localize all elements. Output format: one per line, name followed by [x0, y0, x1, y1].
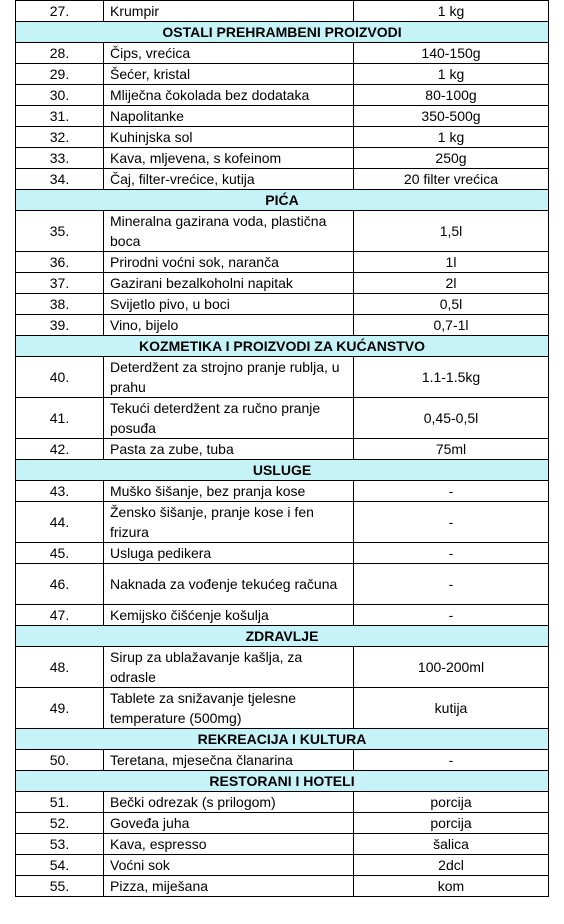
item-quantity: - — [354, 605, 549, 626]
item-quantity: 100-200ml — [354, 647, 549, 688]
item-name: Žensko šišanje, pranje kose i fen frizura — [104, 502, 354, 543]
table-row — [16, 211, 549, 252]
item-quantity: kutija — [354, 688, 549, 729]
table-row — [16, 502, 549, 543]
section-title: REKREACIJA I KULTURA — [16, 729, 549, 750]
item-number: 38. — [16, 294, 104, 315]
item-number: 40. — [16, 357, 104, 398]
item-quantity: 0,5l — [354, 294, 549, 315]
table-row — [16, 688, 549, 729]
table-row — [16, 43, 549, 64]
item-name: Kemijsko čišćenje košulja — [104, 605, 354, 626]
item-quantity: šalica — [354, 834, 549, 855]
table-row — [16, 750, 549, 771]
section-header-row — [16, 336, 549, 357]
table-row — [16, 481, 549, 502]
table-row — [16, 792, 549, 813]
table-row — [16, 127, 549, 148]
item-quantity: - — [354, 564, 549, 605]
item-number: 45. — [16, 543, 104, 564]
item-quantity: 1l — [354, 252, 549, 273]
item-name: Mliječna čokolada bez dodataka — [104, 85, 354, 106]
item-number: 39. — [16, 315, 104, 336]
table-row — [16, 813, 549, 834]
item-number: 50. — [16, 750, 104, 771]
table-row — [16, 273, 549, 294]
price-list-sheet — [15, 0, 548, 897]
item-name: Šećer, kristal — [104, 64, 354, 85]
item-quantity: 1 kg — [354, 127, 549, 148]
section-title: KOZMETIKA I PROIZVODI ZA KUĆANSTVO — [16, 336, 549, 357]
section-title: OSTALI PREHRAMBENI PROIZVODI — [16, 22, 549, 43]
item-number: 41. — [16, 398, 104, 439]
table-row — [16, 64, 549, 85]
item-quantity: 75ml — [354, 439, 549, 460]
item-quantity: porcija — [354, 792, 549, 813]
table-body — [16, 1, 549, 897]
item-quantity: 1.1-1.5kg — [354, 357, 549, 398]
item-name: Čaj, filter-vrećice, kutija — [104, 169, 354, 190]
section-title: USLUGE — [16, 460, 549, 481]
item-name: Teretana, mjesečna članarina — [104, 750, 354, 771]
item-name: Mineralna gazirana voda, plastična boca — [104, 211, 354, 252]
item-name: Naknada za vođenje tekućeg računa — [104, 564, 354, 605]
item-number: 27. — [16, 1, 104, 22]
item-quantity: 2dcl — [354, 855, 549, 876]
item-name: Usluga pedikera — [104, 543, 354, 564]
table-row — [16, 855, 549, 876]
item-number: 51. — [16, 792, 104, 813]
table-row — [16, 148, 549, 169]
item-name: Goveđa juha — [104, 813, 354, 834]
section-header-row — [16, 460, 549, 481]
item-number: 49. — [16, 688, 104, 729]
item-number: 55. — [16, 876, 104, 897]
item-number: 36. — [16, 252, 104, 273]
item-name: Sirup za ublažavanje kašlja, za odrasle — [104, 647, 354, 688]
item-name: Vino, bijelo — [104, 315, 354, 336]
item-name: Čips, vrećica — [104, 43, 354, 64]
item-number: 28. — [16, 43, 104, 64]
table-row — [16, 294, 549, 315]
item-name: Kava, espresso — [104, 834, 354, 855]
item-quantity: 1,5l — [354, 211, 549, 252]
item-quantity: - — [354, 502, 549, 543]
item-number: 44. — [16, 502, 104, 543]
table-row — [16, 85, 549, 106]
item-number: 52. — [16, 813, 104, 834]
section-header-row — [16, 190, 549, 211]
item-quantity: porcija — [354, 813, 549, 834]
item-name: Tekući deterdžent za ručno pranje posuđa — [104, 398, 354, 439]
section-header-row — [16, 22, 549, 43]
section-header-row — [16, 626, 549, 647]
item-number: 31. — [16, 106, 104, 127]
item-quantity: 350-500g — [354, 106, 549, 127]
item-quantity: - — [354, 750, 549, 771]
table-row — [16, 169, 549, 190]
table-row — [16, 834, 549, 855]
item-name: Svijetlo pivo, u boci — [104, 294, 354, 315]
table-row — [16, 605, 549, 626]
item-name: Pasta za zube, tuba — [104, 439, 354, 460]
item-name: Voćni sok — [104, 855, 354, 876]
item-number: 42. — [16, 439, 104, 460]
item-name: Bečki odrezak (s prilogom) — [104, 792, 354, 813]
table-row — [16, 647, 549, 688]
item-quantity: 1 kg — [354, 64, 549, 85]
item-quantity: 0,45-0,5l — [354, 398, 549, 439]
item-number: 46. — [16, 564, 104, 605]
item-name: Pizza, miješana — [104, 876, 354, 897]
table-row — [16, 876, 549, 897]
item-quantity: - — [354, 543, 549, 564]
item-name: Napolitanke — [104, 106, 354, 127]
item-number: 32. — [16, 127, 104, 148]
item-number: 34. — [16, 169, 104, 190]
table-row — [16, 106, 549, 127]
table-row — [16, 315, 549, 336]
item-name: Gazirani bezalkoholni napitak — [104, 273, 354, 294]
item-number: 53. — [16, 834, 104, 855]
item-quantity: 140-150g — [354, 43, 549, 64]
table-row — [16, 564, 549, 605]
item-number: 54. — [16, 855, 104, 876]
item-name: Deterdžent za strojno pranje rublja, u prahu — [104, 357, 354, 398]
item-number: 30. — [16, 85, 104, 106]
item-quantity: 80-100g — [354, 85, 549, 106]
section-header-row — [16, 729, 549, 750]
item-name: Krumpir — [104, 1, 354, 22]
item-quantity: kom — [354, 876, 549, 897]
item-number: 48. — [16, 647, 104, 688]
item-quantity: 2l — [354, 273, 549, 294]
section-title: RESTORANI I HOTELI — [16, 771, 549, 792]
section-header-row — [16, 771, 549, 792]
item-name: Kuhinjska sol — [104, 127, 354, 148]
item-number: 47. — [16, 605, 104, 626]
table-row — [16, 357, 549, 398]
item-quantity: - — [354, 481, 549, 502]
table-row — [16, 1, 549, 22]
table-row — [16, 398, 549, 439]
item-name: Prirodni voćni sok, naranča — [104, 252, 354, 273]
item-name: Muško šišanje, bez pranja kose — [104, 481, 354, 502]
item-number: 37. — [16, 273, 104, 294]
price-list-table — [15, 0, 549, 897]
item-quantity: 250g — [354, 148, 549, 169]
table-row — [16, 252, 549, 273]
item-number: 29. — [16, 64, 104, 85]
item-number: 43. — [16, 481, 104, 502]
item-quantity: 0,7-1l — [354, 315, 549, 336]
item-quantity: 20 filter vrećica — [354, 169, 549, 190]
table-row — [16, 439, 549, 460]
item-number: 35. — [16, 211, 104, 252]
section-title: PIĆA — [16, 190, 549, 211]
section-title: ZDRAVLJE — [16, 626, 549, 647]
item-number: 33. — [16, 148, 104, 169]
item-name: Kava, mljevena, s kofeinom — [104, 148, 354, 169]
item-name: Tablete za snižavanje tjelesne temperature (500mg) — [104, 688, 354, 729]
item-quantity: 1 kg — [354, 1, 549, 22]
table-row — [16, 543, 549, 564]
